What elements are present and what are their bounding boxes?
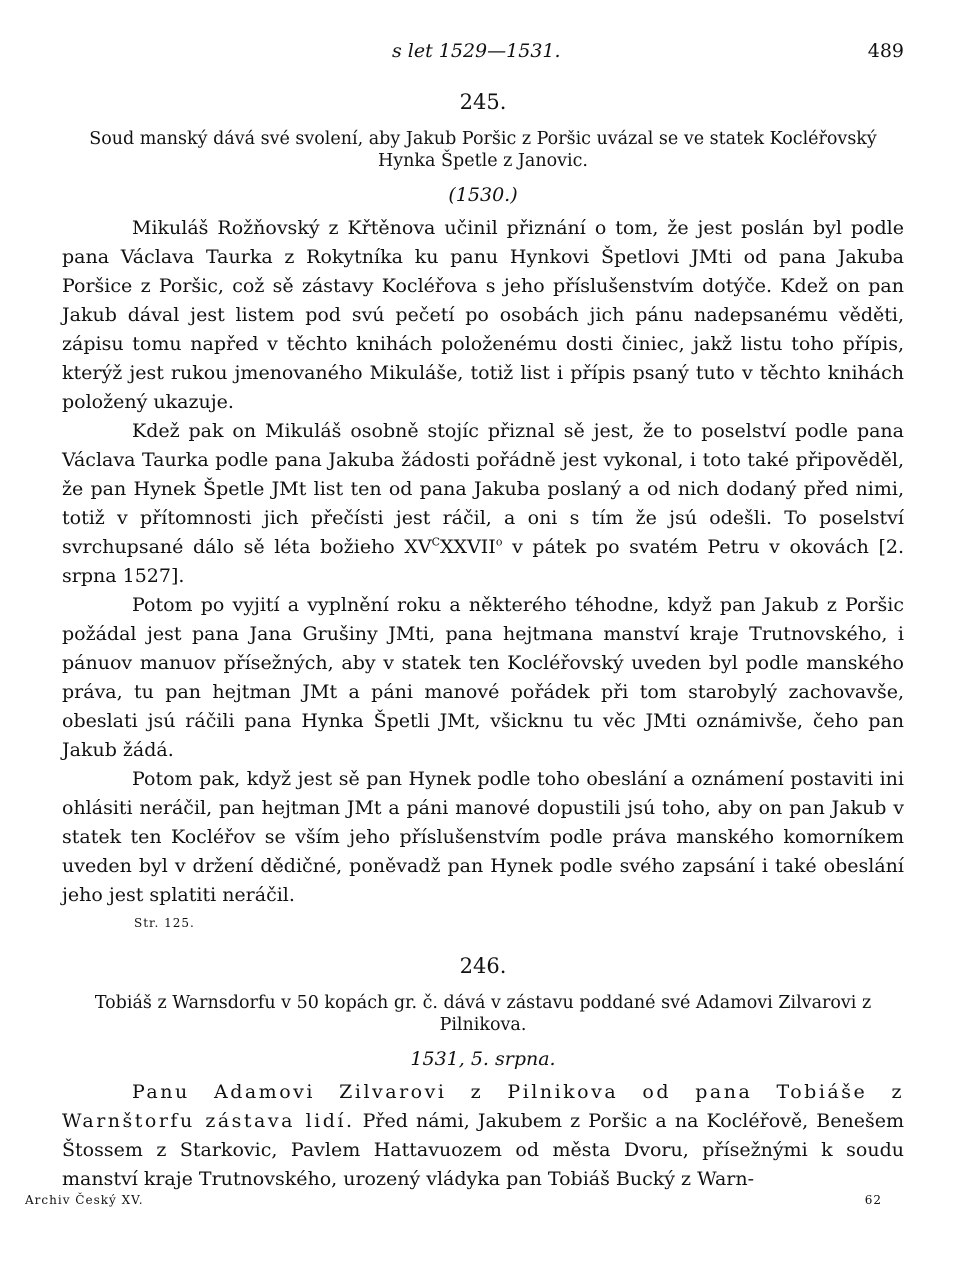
paragraph: [62, 1078, 904, 1194]
superscript: C: [431, 535, 441, 549]
document-summary: Soud manský dává své svolení, aby Jakub Poršic z Poršic uvázal se ve statek Kocléřovský Hynka Špetle z Janovic.: [89, 129, 877, 171]
paragraph: Potom pak, když jest sě pan Hynek podle toho obeslání a oznámení postaviti ini ohlásiti neráčil, pan hejtman JMt a páni manové dopustili jsú toho, aby on pan Jakub v statek ten Kocléřov se vším jeho příslušenstvím podle práva manského komorníkem uveden byl v držení dědičné, poněvadž pan Hynek podle svého zapsání i také obeslání jeho jest splatiti neráčil.: [62, 768, 904, 906]
document-page: [62, 30, 904, 1194]
paragraph: [62, 417, 904, 591]
running-head: [62, 30, 904, 66]
footer-signature: Archiv Český XV.: [25, 1193, 144, 1207]
lead-heading: Panu Adamovi Zilvarovi z Pilnikova od pana Tobiáše z Warnštorfu zástava lidí.: [62, 1081, 904, 1132]
document-number: 246.: [459, 954, 507, 978]
document-summary: Tobiáš z Warnsdorfu v 50 kopách gr. č. dává v zástavu poddané své Adamovi Zilvarovi z Pilnikova.: [94, 993, 872, 1035]
source-reference: Str. 125.: [134, 916, 195, 930]
year-numeral: XXVII: [440, 536, 496, 558]
document-date: 1531, 5. srpna.: [410, 1048, 556, 1070]
document-245: [62, 90, 904, 930]
document-date: (1530.): [448, 184, 518, 206]
paragraph-text: Před námi, Jakubem z Poršic a na Kocléřově, Benešem Štossem z Starkovic, Pavlem Hattavuozem od města Dvoru, přísežnými k soudu manství kraje Trutnovského, urozený vládyka pan Tobiáš Bucký z Warn-: [62, 1110, 904, 1190]
running-title: s let 1529—1531.: [392, 40, 561, 62]
document-246: [62, 954, 904, 1194]
document-number: 245.: [459, 90, 507, 114]
paragraph: Mikuláš Rožňovský z Křtěnova učinil přiznání o tom, že jest poslán byl podle pana Václava Taurka z Rokytníka ku panu Hynkovi Špetlovi JMti od pana Jakuba Poršice z Poršic, což sě zástavy Kocléřova s jeho příslušenstvím dotýče. Kdež on pan Jakub dával jest listem pod svú pečetí po osobách jich pánu nadepsanému věděti, zápisu tomu napřed v těchto knihách položenému dosti činiec, jakž listu toho přípis, kterýž jest rukou jmenovaného Mikuláše, totiž list i přípis psaný tuto v těchto knihách položený ukazuje.: [62, 217, 904, 413]
paragraph-text: Kdež pak on Mikuláš osobně stojíc přiznal sě jest, že to poselství podle pana Václava Taurka podle pana Jakuba žádosti pořádně jest vykonal, i toto také připověděl, že pan Hynek Špetle JMt list ten od pana Jakuba poslaný a od nich dodaný před nimi, totiž v přítomnosti jich přečísti jest ráčil, a oni s tím že jsú odešli. To poselství svrchupsané dálo sě léta božieho XV: [62, 420, 904, 558]
paragraph-text: v pátek po svatém Petru v okovách [2. srpna 1527].: [62, 536, 904, 587]
footer-folio: 62: [864, 1193, 882, 1207]
page-number: 489: [867, 40, 904, 62]
superscript: o: [495, 535, 503, 549]
paragraph: Potom po vyjití a vyplnění roku a některého téhodne, když pan Jakub z Poršic požádal jest pana Jana Grušiny JMti, pana hejtmana manství kraje Trutnovského, i pánuov manuov přísežných, aby v statek ten Kocléřovský uveden byl podle manského práva, tu pan hejtman JMt a páni manové pořádek při tom starobylý zachovavše, obeslati jsú ráčili pana Hynka Špetli JMt, všicknu tu věc JMti oznámivše, čeho pan Jakub žádá.: [62, 594, 904, 761]
